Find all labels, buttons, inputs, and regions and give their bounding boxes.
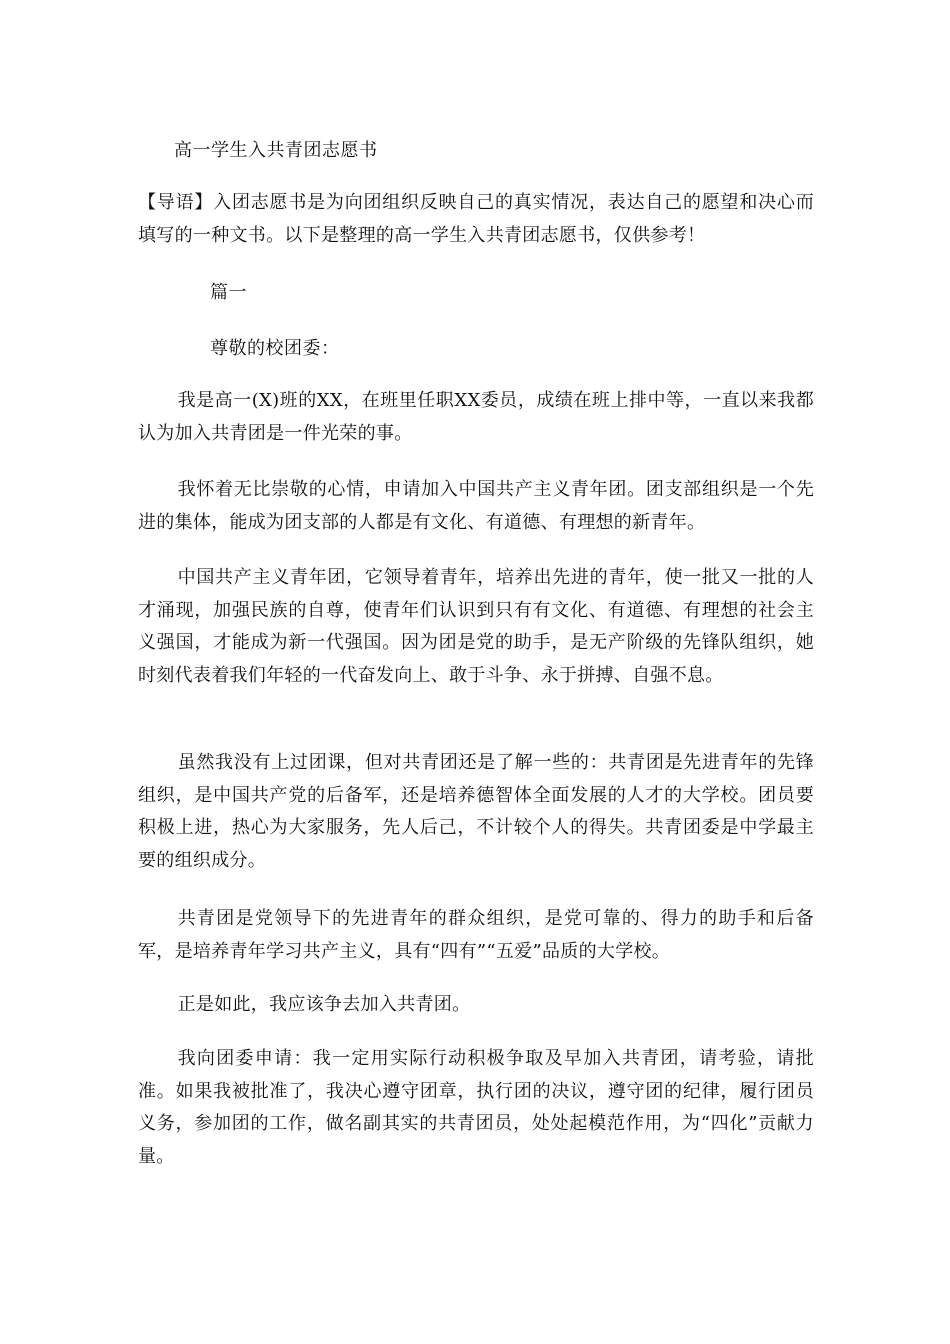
- body-paragraph-2: 我怀着无比崇敬的心情，申请加入中国共产主义青年团。团支部组织是一个先进的集体，能成为团支部的人都是有文化、有道德、有理想的新青年。: [138, 479, 814, 533]
- intro-paragraph: 【导语】入团志愿书是为向团组织反映自己的真实情况，表达自己的愿望和决心而填写的一种文书。以下是整理的高一学生入共青团志愿书，仅供参考！: [138, 192, 814, 246]
- body-paragraph-5: 共青团是党领导下的先进青年的群众组织，是党可靠的、得力的助手和后备军，是培养青年学习共产主义，具有“四有”“五爱”品质的大学校。: [138, 908, 814, 962]
- salutation: 尊敬的校团委：: [210, 338, 340, 359]
- body-paragraph-4: 虽然我没有上过团课，但对共青团还是了解一些的：共青团是先进青年的先锋组织，是中国共产党的后备军，还是培养德智体全面发展的人才的大学校。团员要积极上进，热心为大家服务，先人后己，不计较个人的得失。共青团委是中学最主要的组织成分。: [138, 752, 814, 871]
- section-heading: 篇一: [210, 282, 247, 303]
- body-paragraph-3: 中国共产主义青年团，它领导着青年，培养出先进的青年，使一批又一批的人才涌现，加强民族的自尊，使青年们认识到只有有文化、有道德、有理想的社会主义强国，才能成为新一代强国。因为团是党的助手，是无产阶级的先锋队组织，她时刻代表着我们年轻的一代奋发向上、敢于斗争、永于拼搏、自强不息。: [138, 567, 814, 686]
- body-paragraph-1: 我是高一(X)班的XX，在班里任职XX委员，成绩在班上排中等，一直以来我都认为加入共青团是一件光荣的事。: [138, 390, 814, 444]
- body-paragraph-6: 正是如此，我应该争去加入共青团。: [177, 994, 471, 1015]
- document-title: 高一学生入共青团志愿书: [174, 140, 378, 161]
- body-paragraph-7: 我向团委申请：我一定用实际行动积极争取及早加入共青团，请考验，请批准。如果我被批准了，我决心遵守团章，执行团的决议，遵守团的纪律，履行团员义务，参加团的工作，做名副其实的共青团员，处处起模范作用，为“四化”贡献力量。: [138, 1048, 814, 1167]
